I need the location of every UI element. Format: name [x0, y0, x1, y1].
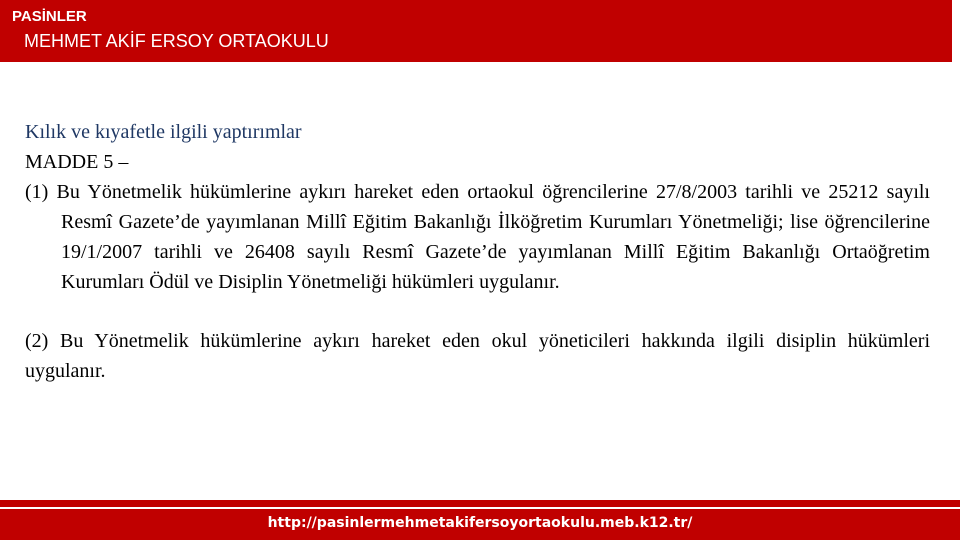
header-bar [0, 0, 960, 62]
school-name: MEHMET AKİF ERSOY ORTAOKULU [24, 31, 329, 51]
footer-bar [0, 500, 960, 540]
footer-url-link[interactable]: http://pasinlermehmetakifersoyortaokulu.meb.k12.tr/ [267, 515, 693, 531]
school-district: PASİNLER [12, 8, 87, 25]
footer-rule [0, 507, 960, 509]
header-corner [952, 0, 960, 62]
paragraph-2: (2) Bu Yönetmelik hükümlerine aykırı hareket eden okul yöneticileri hakkında ilgili disiplin hükümleri uygulanır. [25, 330, 930, 382]
paragraph-gap [25, 297, 930, 326]
section-title: Kılık ve kıyafetle ilgili yaptırımlar [25, 121, 302, 143]
slide-content [25, 117, 930, 386]
paragraph-1: (1) Bu Yönetmelik hükümlerine aykırı hareket eden ortaokul öğrencilerine 27/8/2003 tarihli ve 25212 sayılı Resmî Gazete’de yayımlanan Millî Eğitim Bakanlığı İlköğretim Kurumları Yönetmeliği; lise öğrencilerine 19/1/2007 tarihli ve 26408 sayılı Resmî Gazete’de yayımlanan Millî Eğitim Bakanlığı Ortaöğretim Kurumları Ödül ve Disiplin Yönetmeliği hükümleri uygulanır. [25, 181, 930, 293]
article-title: MADDE 5 – [25, 151, 129, 173]
